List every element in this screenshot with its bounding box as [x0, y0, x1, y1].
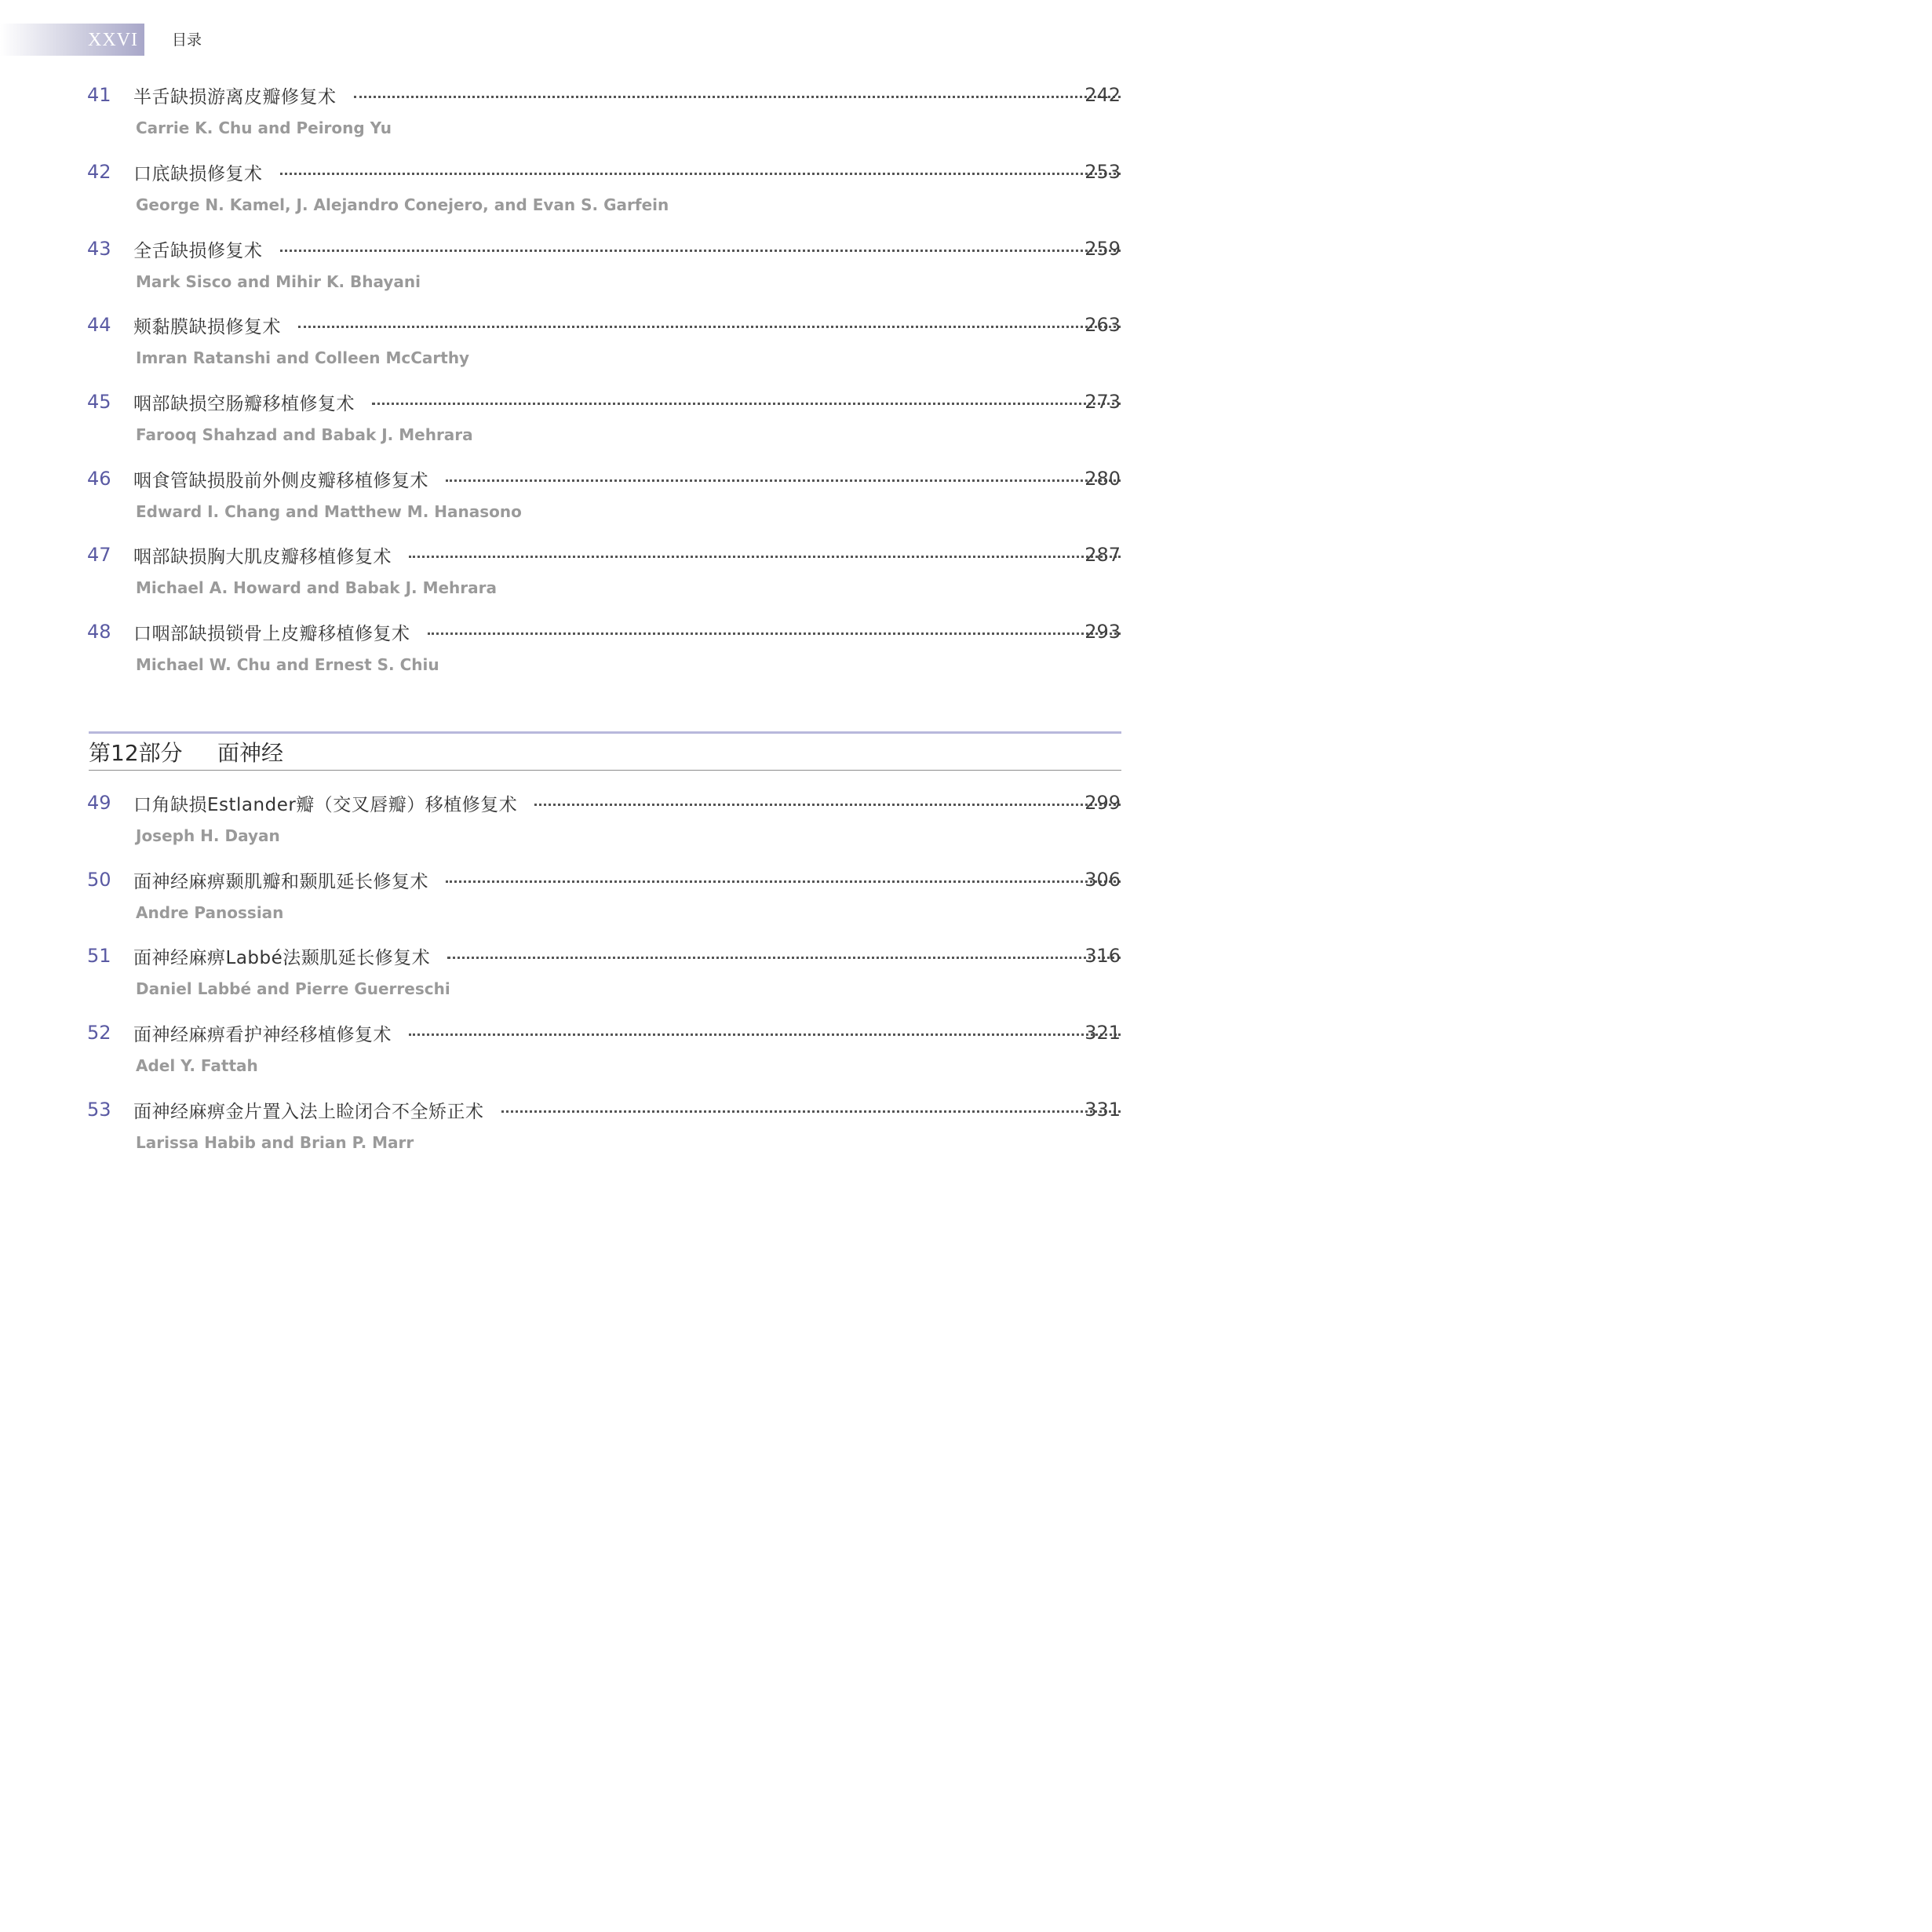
- toc-entry[interactable]: [0, 866, 1230, 929]
- chapter-title: 半舌缺损游离皮瓣修复术: [133, 86, 337, 108]
- part-label: 第12部分: [89, 740, 183, 766]
- toc-entry[interactable]: [0, 82, 1230, 144]
- dot-leader: [298, 326, 1121, 328]
- dot-leader: [409, 556, 1121, 558]
- dot-leader: [446, 880, 1121, 883]
- dot-leader: [428, 632, 1121, 635]
- chapter-authors: Joseph H. Dayan: [136, 826, 280, 845]
- dot-leader: [501, 1110, 1121, 1113]
- chapter-number: 48: [87, 621, 111, 643]
- toc-entry[interactable]: [0, 1019, 1230, 1082]
- chapter-number: 45: [87, 391, 111, 413]
- page-ref: 316: [1084, 945, 1121, 967]
- toc-entry[interactable]: [0, 1096, 1230, 1159]
- chapter-authors: Imran Ratanshi and Colleen McCarthy: [136, 348, 470, 367]
- dot-leader: [280, 173, 1121, 175]
- chapter-authors: Farooq Shahzad and Babak J. Mehrara: [136, 425, 473, 444]
- dot-leader: [534, 804, 1121, 806]
- part-divider-bottom: [89, 770, 1121, 771]
- dot-leader: [409, 1033, 1121, 1036]
- page-ref: 287: [1084, 544, 1121, 566]
- page-ref: 299: [1084, 792, 1121, 814]
- chapter-title: 咽部缺损胸大肌皮瓣移植修复术: [133, 546, 392, 567]
- chapter-title: 口底缺损修复术: [133, 163, 263, 184]
- chapter-title: 全舌缺损修复术: [133, 240, 263, 261]
- chapter-number: 49: [87, 792, 111, 814]
- chapter-number: 51: [87, 945, 111, 967]
- chapter-title: 咽部缺损空肠瓣移植修复术: [133, 393, 355, 414]
- chapter-authors: Daniel Labbé and Pierre Guerreschi: [136, 979, 450, 998]
- toc-entry[interactable]: [0, 541, 1230, 604]
- chapter-number: 47: [87, 544, 111, 566]
- chapter-title: 面神经麻痹金片置入法上睑闭合不全矫正术: [133, 1101, 484, 1122]
- part-title: 面神经: [217, 740, 284, 766]
- chapter-number: 46: [87, 468, 111, 490]
- toc-entry[interactable]: [0, 235, 1230, 298]
- toc-entry[interactable]: [0, 942, 1230, 1005]
- chapter-authors: Mark Sisco and Mihir K. Bhayani: [136, 272, 421, 291]
- page-ref: 306: [1084, 869, 1121, 891]
- running-header: 目录: [172, 31, 202, 49]
- page-ref: 259: [1084, 238, 1121, 260]
- chapter-authors: Adel Y. Fattah: [136, 1056, 258, 1075]
- page-ref: 331: [1084, 1099, 1121, 1121]
- chapter-number: 43: [87, 238, 111, 260]
- chapter-number: 52: [87, 1022, 111, 1044]
- toc-entry[interactable]: [0, 618, 1230, 681]
- chapter-authors: Michael W. Chu and Ernest S. Chiu: [136, 655, 439, 674]
- page-ref: 263: [1084, 314, 1121, 336]
- chapter-authors: Edward I. Chang and Matthew M. Hanasono: [136, 502, 522, 521]
- toc-entry[interactable]: [0, 789, 1230, 852]
- dot-leader: [447, 957, 1121, 959]
- chapter-title: 咽食管缺损股前外侧皮瓣移植修复术: [133, 470, 428, 491]
- toc-entry[interactable]: [0, 312, 1230, 374]
- dot-leader: [354, 96, 1121, 98]
- page-ref: 321: [1084, 1022, 1121, 1044]
- chapter-title: 面神经麻痹Labbé法颞肌延长修复术: [133, 947, 431, 968]
- toc-entry[interactable]: [0, 465, 1230, 528]
- chapter-number: 50: [87, 869, 111, 891]
- toc-entry[interactable]: [0, 388, 1230, 451]
- page-ref: 242: [1084, 84, 1121, 106]
- part-divider-top: [89, 731, 1121, 734]
- chapter-authors: Larissa Habib and Brian P. Marr: [136, 1133, 414, 1152]
- toc-entry[interactable]: [0, 159, 1230, 221]
- dot-leader: [446, 479, 1121, 482]
- chapter-number: 42: [87, 161, 111, 183]
- chapter-authors: Michael A. Howard and Babak J. Mehrara: [136, 578, 497, 597]
- page-number: XXVI: [88, 30, 138, 50]
- chapter-authors: Andre Panossian: [136, 903, 284, 922]
- chapter-title: 面神经麻痹颞肌瓣和颞肌延长修复术: [133, 871, 428, 892]
- page-ref: 253: [1084, 161, 1121, 183]
- chapter-title: 口咽部缺损锁骨上皮瓣移植修复术: [133, 623, 410, 644]
- dot-leader: [372, 403, 1121, 405]
- page-ref: 273: [1084, 391, 1121, 413]
- chapter-authors: Carrie K. Chu and Peirong Yu: [136, 118, 392, 137]
- chapter-number: 53: [87, 1099, 111, 1121]
- chapter-number: 41: [87, 84, 111, 106]
- page-ref: 293: [1084, 621, 1121, 643]
- chapter-authors: George N. Kamel, J. Alejandro Conejero, and Evan S. Garfein: [136, 195, 669, 214]
- chapter-title: 口角缺损Estlander瓣（交叉唇瓣）移植修复术: [133, 794, 518, 815]
- page-ref: 280: [1084, 468, 1121, 490]
- chapter-title: 面神经麻痹看护神经移植修复术: [133, 1024, 392, 1045]
- dot-leader: [280, 250, 1121, 252]
- chapter-number: 44: [87, 314, 111, 336]
- chapter-title: 颊黏膜缺损修复术: [133, 316, 281, 337]
